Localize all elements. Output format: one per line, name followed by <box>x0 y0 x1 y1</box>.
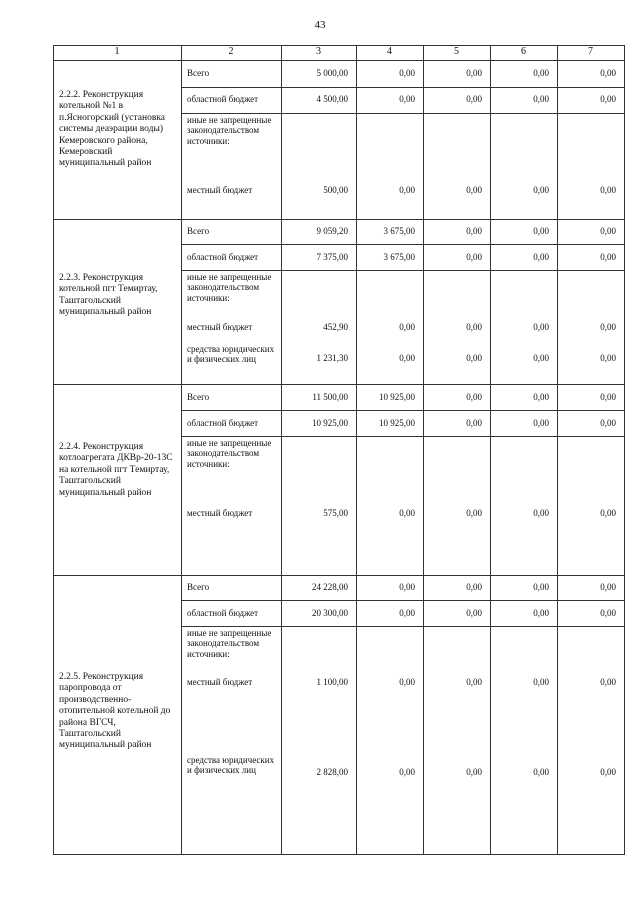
value-cell: 0,00 <box>466 608 482 618</box>
column-line <box>490 45 491 854</box>
section-divider <box>53 219 625 220</box>
value-cell: 0,00 <box>600 252 616 262</box>
value-cell: 0,00 <box>600 68 616 78</box>
page-number: 43 <box>314 19 326 31</box>
column-line <box>181 45 182 854</box>
value-cell: 0,00 <box>399 608 415 618</box>
row-label: средства юридических и физических лиц <box>187 344 275 365</box>
value-cell: 0,00 <box>466 185 482 195</box>
value-cell: 0,00 <box>399 94 415 104</box>
value-cell: 500,00 <box>323 185 348 195</box>
value-cell: 5 000,00 <box>316 68 348 78</box>
value-cell: 0,00 <box>466 322 482 332</box>
value-cell: 0,00 <box>600 322 616 332</box>
value-cell: 0,00 <box>533 767 549 777</box>
value-cell: 575,00 <box>323 508 348 518</box>
value-cell: 0,00 <box>399 582 415 592</box>
row-divider <box>181 113 625 114</box>
value-cell: 452,90 <box>323 322 348 332</box>
value-cell: 10 925,00 <box>379 418 415 428</box>
value-cell: 0,00 <box>399 353 415 363</box>
section-divider <box>53 575 625 576</box>
value-cell: 0,00 <box>533 353 549 363</box>
row-divider <box>181 626 625 627</box>
value-cell: 0,00 <box>600 185 616 195</box>
row-label: областной бюджет <box>187 252 259 262</box>
value-cell: 0,00 <box>466 68 482 78</box>
header-cell: 5 <box>454 46 459 57</box>
row-label: иные не запрещенные законодательством источники: <box>187 628 272 659</box>
value-cell: 0,00 <box>600 353 616 363</box>
value-cell: 0,00 <box>533 322 549 332</box>
value-cell: 0,00 <box>399 677 415 687</box>
column-line <box>557 45 558 854</box>
value-cell: 11 500,00 <box>312 392 348 402</box>
value-cell: 0,00 <box>466 418 482 428</box>
header-cell: 2 <box>228 46 234 57</box>
value-cell: 0,00 <box>466 767 482 777</box>
value-cell: 10 925,00 <box>379 392 415 402</box>
value-cell: 20 300,00 <box>312 608 348 618</box>
value-cell: 0,00 <box>600 94 616 104</box>
value-cell: 0,00 <box>533 185 549 195</box>
row-divider <box>181 270 625 271</box>
value-cell: 0,00 <box>600 508 616 518</box>
row-label: иные не запрещенные законодательством источники: <box>187 115 272 146</box>
value-cell: 9 059,20 <box>316 226 348 236</box>
column-line <box>53 45 54 854</box>
header-cell: 1 <box>114 46 120 57</box>
value-cell: 3 675,00 <box>383 252 415 262</box>
value-cell: 0,00 <box>600 418 616 428</box>
value-cell: 0,00 <box>533 226 549 236</box>
column-line <box>624 45 625 854</box>
header-cell: 7 <box>588 46 593 57</box>
row-label: областной бюджет <box>187 608 259 618</box>
row-label: Всего <box>187 68 210 78</box>
value-cell: 1 100,00 <box>316 677 348 687</box>
row-label: Всего <box>187 392 210 402</box>
value-cell: 0,00 <box>399 767 415 777</box>
header-cell: 4 <box>387 46 392 57</box>
section-divider <box>53 384 625 385</box>
value-cell: 0,00 <box>533 582 549 592</box>
value-cell: 0,00 <box>533 677 549 687</box>
value-cell: 0,00 <box>466 94 482 104</box>
value-cell: 0,00 <box>533 508 549 518</box>
value-cell: 0,00 <box>600 767 616 777</box>
row-divider <box>181 410 625 411</box>
row-label: иные не запрещенные законодательством источники: <box>187 438 272 469</box>
row-divider <box>181 436 625 437</box>
budget-table <box>53 45 624 854</box>
value-cell: 1 231,30 <box>316 353 348 363</box>
header-line <box>53 60 625 61</box>
row-label: Всего <box>187 226 210 236</box>
value-cell: 0,00 <box>466 508 482 518</box>
value-cell: 3 675,00 <box>383 226 415 236</box>
row-label: Всего <box>187 582 210 592</box>
value-cell: 24 228,00 <box>312 582 348 592</box>
header-cell: 3 <box>316 46 321 57</box>
value-cell: 10 925,00 <box>312 418 348 428</box>
column-line <box>423 45 424 854</box>
value-cell: 0,00 <box>466 582 482 592</box>
row-divider <box>181 87 625 88</box>
value-cell: 0,00 <box>533 418 549 428</box>
value-cell: 0,00 <box>600 226 616 236</box>
column-line <box>356 45 357 854</box>
row-label: областной бюджет <box>187 418 259 428</box>
row-divider <box>181 244 625 245</box>
value-cell: 0,00 <box>399 508 415 518</box>
value-cell: 4 500,00 <box>316 94 348 104</box>
value-cell: 0,00 <box>600 392 616 402</box>
value-cell: 0,00 <box>466 353 482 363</box>
value-cell: 0,00 <box>399 185 415 195</box>
row-divider <box>181 600 625 601</box>
value-cell: 7 375,00 <box>316 252 348 262</box>
value-cell: 0,00 <box>533 94 549 104</box>
row-label: местный бюджет <box>187 508 253 518</box>
value-cell: 0,00 <box>533 68 549 78</box>
value-cell: 0,00 <box>466 252 482 262</box>
value-cell: 0,00 <box>466 226 482 236</box>
value-cell: 0,00 <box>533 608 549 618</box>
row-label: местный бюджет <box>187 185 253 195</box>
section-name: 2.2.5. Реконструкция паропровода от производственно-отопительной котельной до района ВГСЧ, Таштагольский муниципальный район <box>59 672 171 751</box>
section-divider <box>53 854 625 855</box>
value-cell: 0,00 <box>600 677 616 687</box>
value-cell: 0,00 <box>466 677 482 687</box>
value-cell: 0,00 <box>533 392 549 402</box>
row-label: местный бюджет <box>187 322 253 332</box>
value-cell: 0,00 <box>600 582 616 592</box>
column-line <box>281 45 282 854</box>
section-name: 2.2.4. Реконструкция котлоагрегата ДКВр-20-13С на котельной пгт Темиртау, Таштагольский муниципальный район <box>59 442 173 498</box>
section-name: 2.2.3. Реконструкция котельной пгт Темиртау, Таштагольский муниципальный район <box>59 273 158 318</box>
header-cell: 6 <box>521 46 526 57</box>
value-cell: 0,00 <box>600 608 616 618</box>
row-label: иные не запрещенные законодательством источники: <box>187 272 272 303</box>
row-label: местный бюджет <box>187 677 253 687</box>
value-cell: 0,00 <box>466 392 482 402</box>
section-name: 2.2.2. Реконструкция котельной №1 в п.Ясногорский (установка системы деаэрации воды) Кемеровского района, Кемеровский муниципальный район <box>59 90 166 169</box>
row-label: средства юридических и физических лиц <box>187 755 275 776</box>
row-label: областной бюджет <box>187 94 259 104</box>
value-cell: 0,00 <box>533 252 549 262</box>
value-cell: 0,00 <box>399 68 415 78</box>
value-cell: 0,00 <box>399 322 415 332</box>
value-cell: 2 828,00 <box>316 767 348 777</box>
